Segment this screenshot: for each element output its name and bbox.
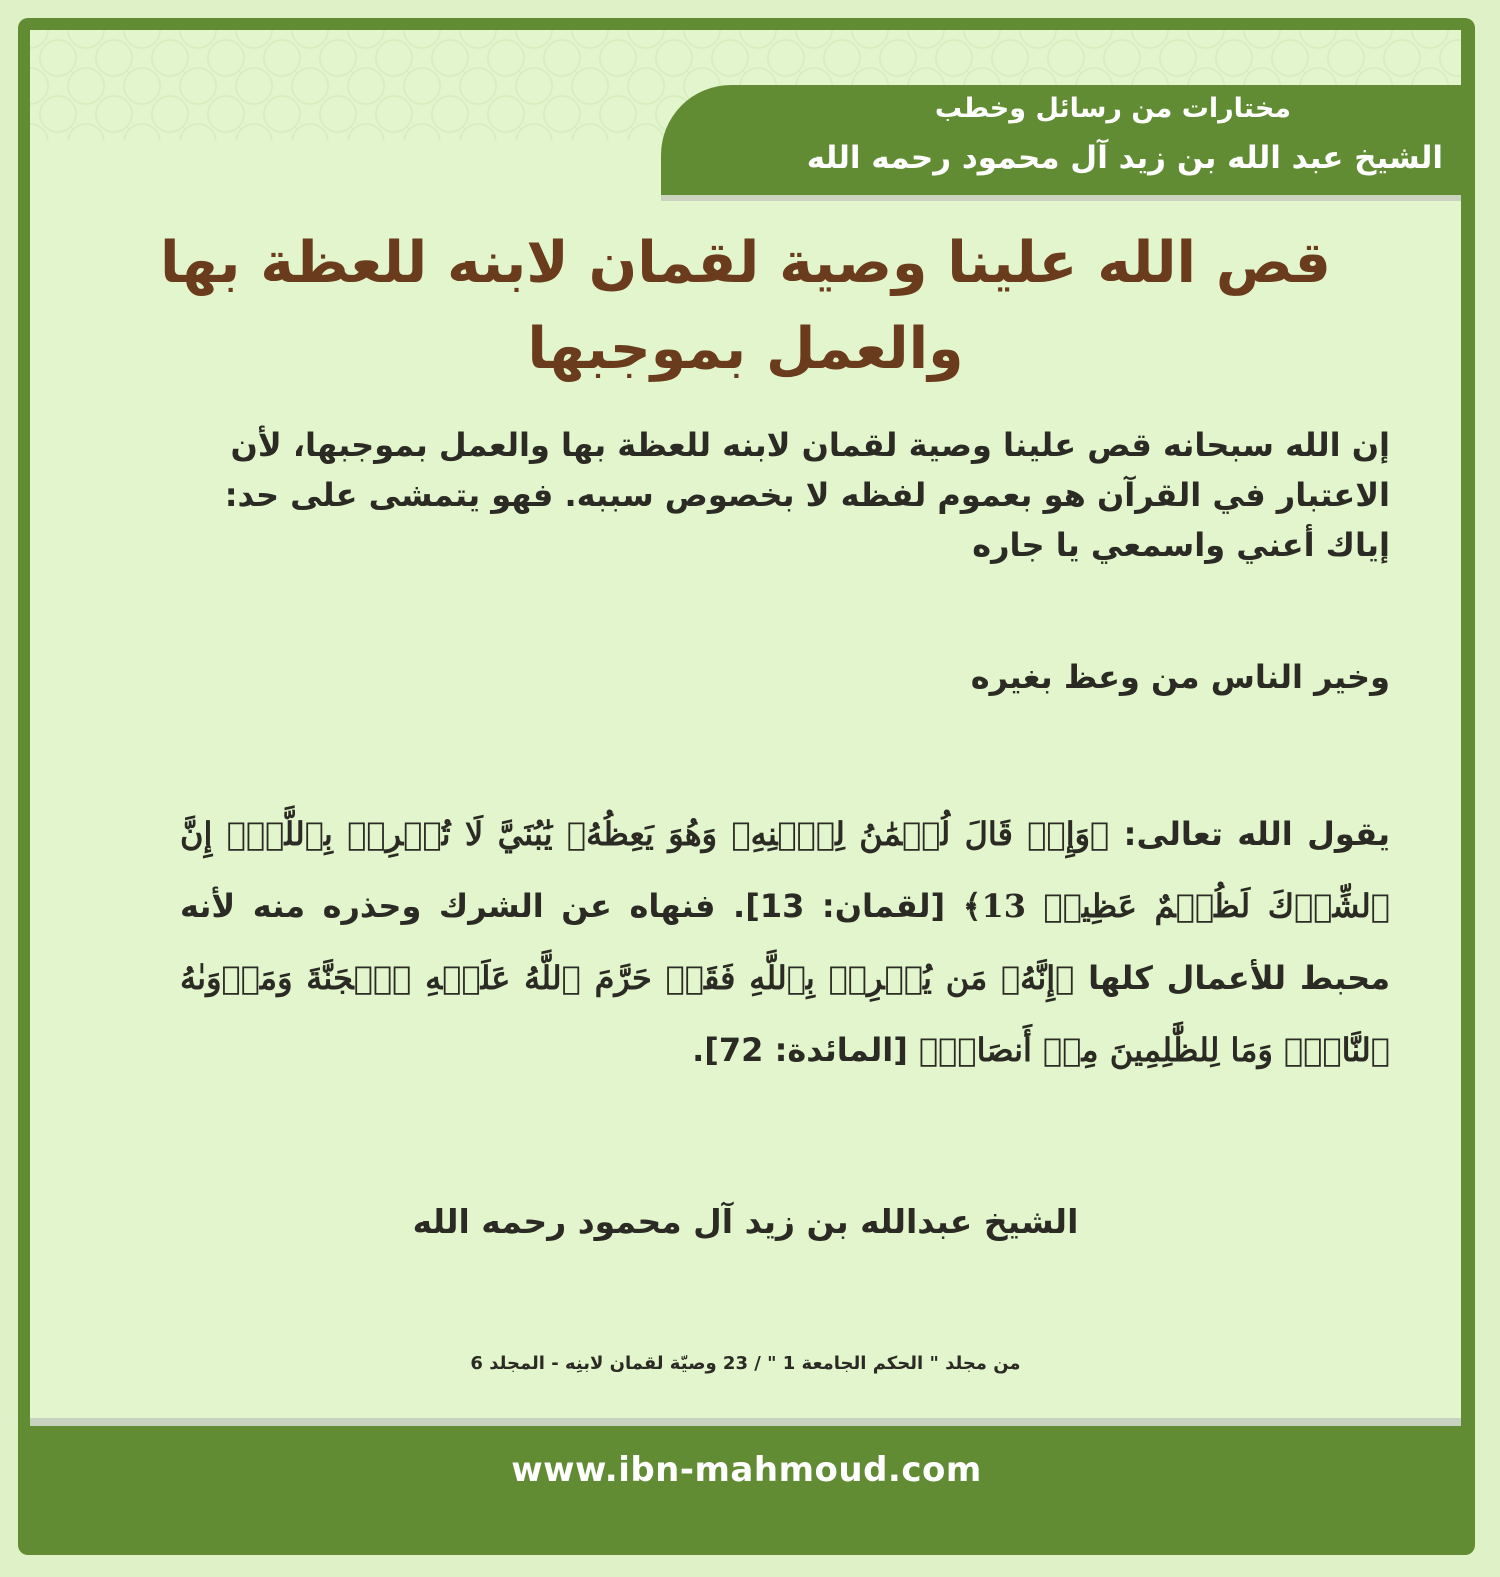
source-citation: من مجلد " الحكم الجامعة 1 " / 23 وصيّة لقمان لابنِه - المجلد 6 — [470, 1353, 1021, 1374]
article-body — [180, 420, 1390, 1086]
verse-intro: يقول الله تعالى: — [1123, 815, 1391, 853]
author-signature: الشيخ عبدالله بن زيد آل محمود رحمه الله — [412, 1202, 1079, 1241]
paragraph-verses — [180, 798, 1390, 1086]
paragraph-proverb: وخير الناس من وعظ بغيره — [970, 658, 1390, 696]
verse-commentary: فنهاه عن الشرك وحذره منه لأنه محبط للأعمال كلها — [180, 887, 1391, 997]
verse-reference-luqman: [لقمان: 13]. — [733, 887, 946, 925]
page-title: قص الله علينا وصية لقمان لابنه للعظة بها والعمل بموجبها — [159, 230, 1331, 382]
paragraph-intro: إن الله سبحانه قص علينا وصية لقمان لابنه للعظة بها والعمل بموجبها، لأن الاعتبار في القرآن هو بعموم لفظه لا بخصوص سببه. فهو يتمشى على حد: إياك أعني واسمعي يا جاره — [224, 426, 1390, 564]
header-author: الشيخ عبد الله بن زيد آل محمود رحمه الله — [806, 140, 1443, 176]
verse-reference-maidah: [المائدة: 72]. — [692, 1031, 908, 1069]
header-subtitle: مختارات من رسائل وخطب — [934, 93, 1291, 124]
panel-divider — [30, 1418, 1461, 1426]
quran-verse-luqman: ﴿وَإِذۡ قَالَ لُقۡمَٰنُ لِٱبۡنِهِۦ وَهُوَ يَعِظُهُۥ يَٰبُنَيَّ لَا تُشۡرِكۡ بِٱللَّهِۖ إِنَّ ٱلشِّرۡكَ لَظُلۡمٌ عَظِيمٞ 13﴾ — [180, 815, 1391, 925]
website-link[interactable]: www.ibn-mahmoud.com — [511, 1450, 982, 1490]
page-frame — [18, 18, 1475, 1555]
quran-verse-maidah: ﴿إِنَّهُۥ مَن يُشۡرِكۡ بِٱللَّهِ فَقَدۡ حَرَّمَ ٱللَّهُ عَلَيۡهِ ٱلۡجَنَّةَ وَمَأۡوَىٰهُ ٱلنَّارُۖ وَمَا لِلظَّٰلِمِينَ مِنۡ أَنصَارٖ﴾ — [180, 959, 1390, 1069]
header-banner — [661, 85, 1461, 195]
content-panel — [30, 30, 1461, 1426]
